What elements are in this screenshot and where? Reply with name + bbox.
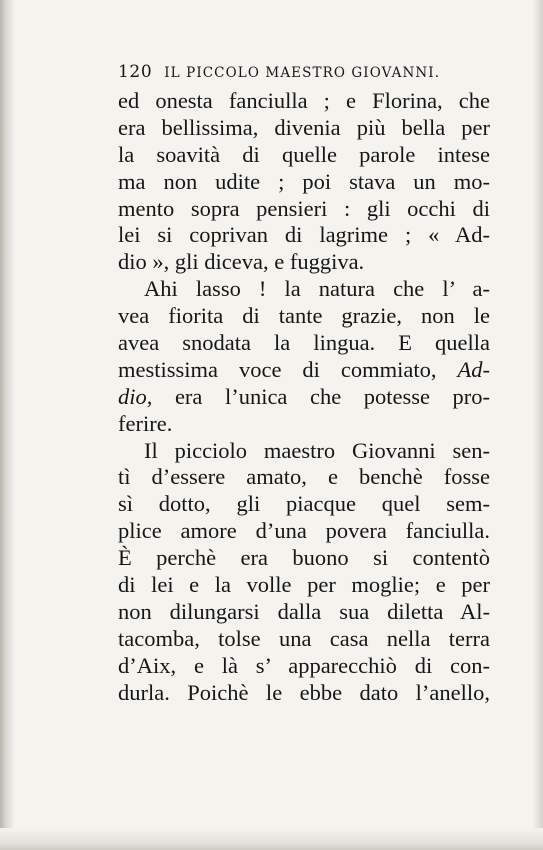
- page-bottom-edge: [0, 828, 543, 850]
- text-line: [118, 357, 490, 384]
- text-line: non dilungarsi dalla sua diletta Al-: [118, 598, 490, 624]
- page-right-edge: [533, 0, 543, 850]
- page-number: 120: [118, 62, 153, 82]
- text-line: lei si coprivan di lagrime ; « Ad-: [118, 222, 490, 248]
- text-line: di lei e la volle per moglie; e per: [118, 572, 490, 598]
- text-line: ferire.: [118, 410, 173, 436]
- italic-word: Ad-: [457, 356, 491, 382]
- text-line: era bellissima, divenia più bella per: [118, 114, 490, 140]
- text-line: vea fiorita di tante grazie, non le: [118, 303, 490, 329]
- italic-word: dio,: [118, 383, 153, 409]
- text-line: Il picciolo maestro Giovanni sen-: [144, 437, 490, 463]
- text-line: mento sopra pensieri : gli occhi di: [118, 195, 490, 221]
- running-head: IL PICCOLO MAESTRO GIOVANNI.: [164, 65, 441, 81]
- text-line: tì d’essere amato, e benchè fosse: [118, 464, 490, 490]
- text-line: tacomba, tolse una casa nella terra: [118, 625, 490, 651]
- body-text: [118, 88, 490, 706]
- text-line: [118, 384, 490, 411]
- text-line: Ahi lasso ! la natura che l’ a-: [144, 276, 490, 302]
- text-line: avea snodata la lingua. E quella: [118, 330, 490, 356]
- text-segment: mestissima voce di commiato,: [118, 356, 437, 382]
- text-segment: era l’unica che potesse pro-: [174, 383, 490, 409]
- text-line: durla. Poichè le ebbe dato l’anello,: [118, 679, 490, 705]
- page-left-edge: [0, 0, 14, 850]
- text-line: d’Aix, e là s’ apparecchiò di con-: [118, 652, 490, 678]
- page-header: [118, 62, 490, 82]
- text-line: dio », gli diceva, e fuggiva.: [118, 249, 365, 275]
- text-line: plice amore d’una povera fanciulla.: [118, 518, 490, 544]
- text-line: ed onesta fanciulla ; e Florina, che: [118, 88, 490, 113]
- text-line: sì dotto, gli piacque quel sem-: [118, 491, 490, 517]
- text-line: la soavità di quelle parole intese: [118, 141, 490, 167]
- text-line: ma non udite ; poi stava un mo-: [118, 168, 490, 194]
- text-line: È perchè era buono si contentò: [118, 545, 490, 571]
